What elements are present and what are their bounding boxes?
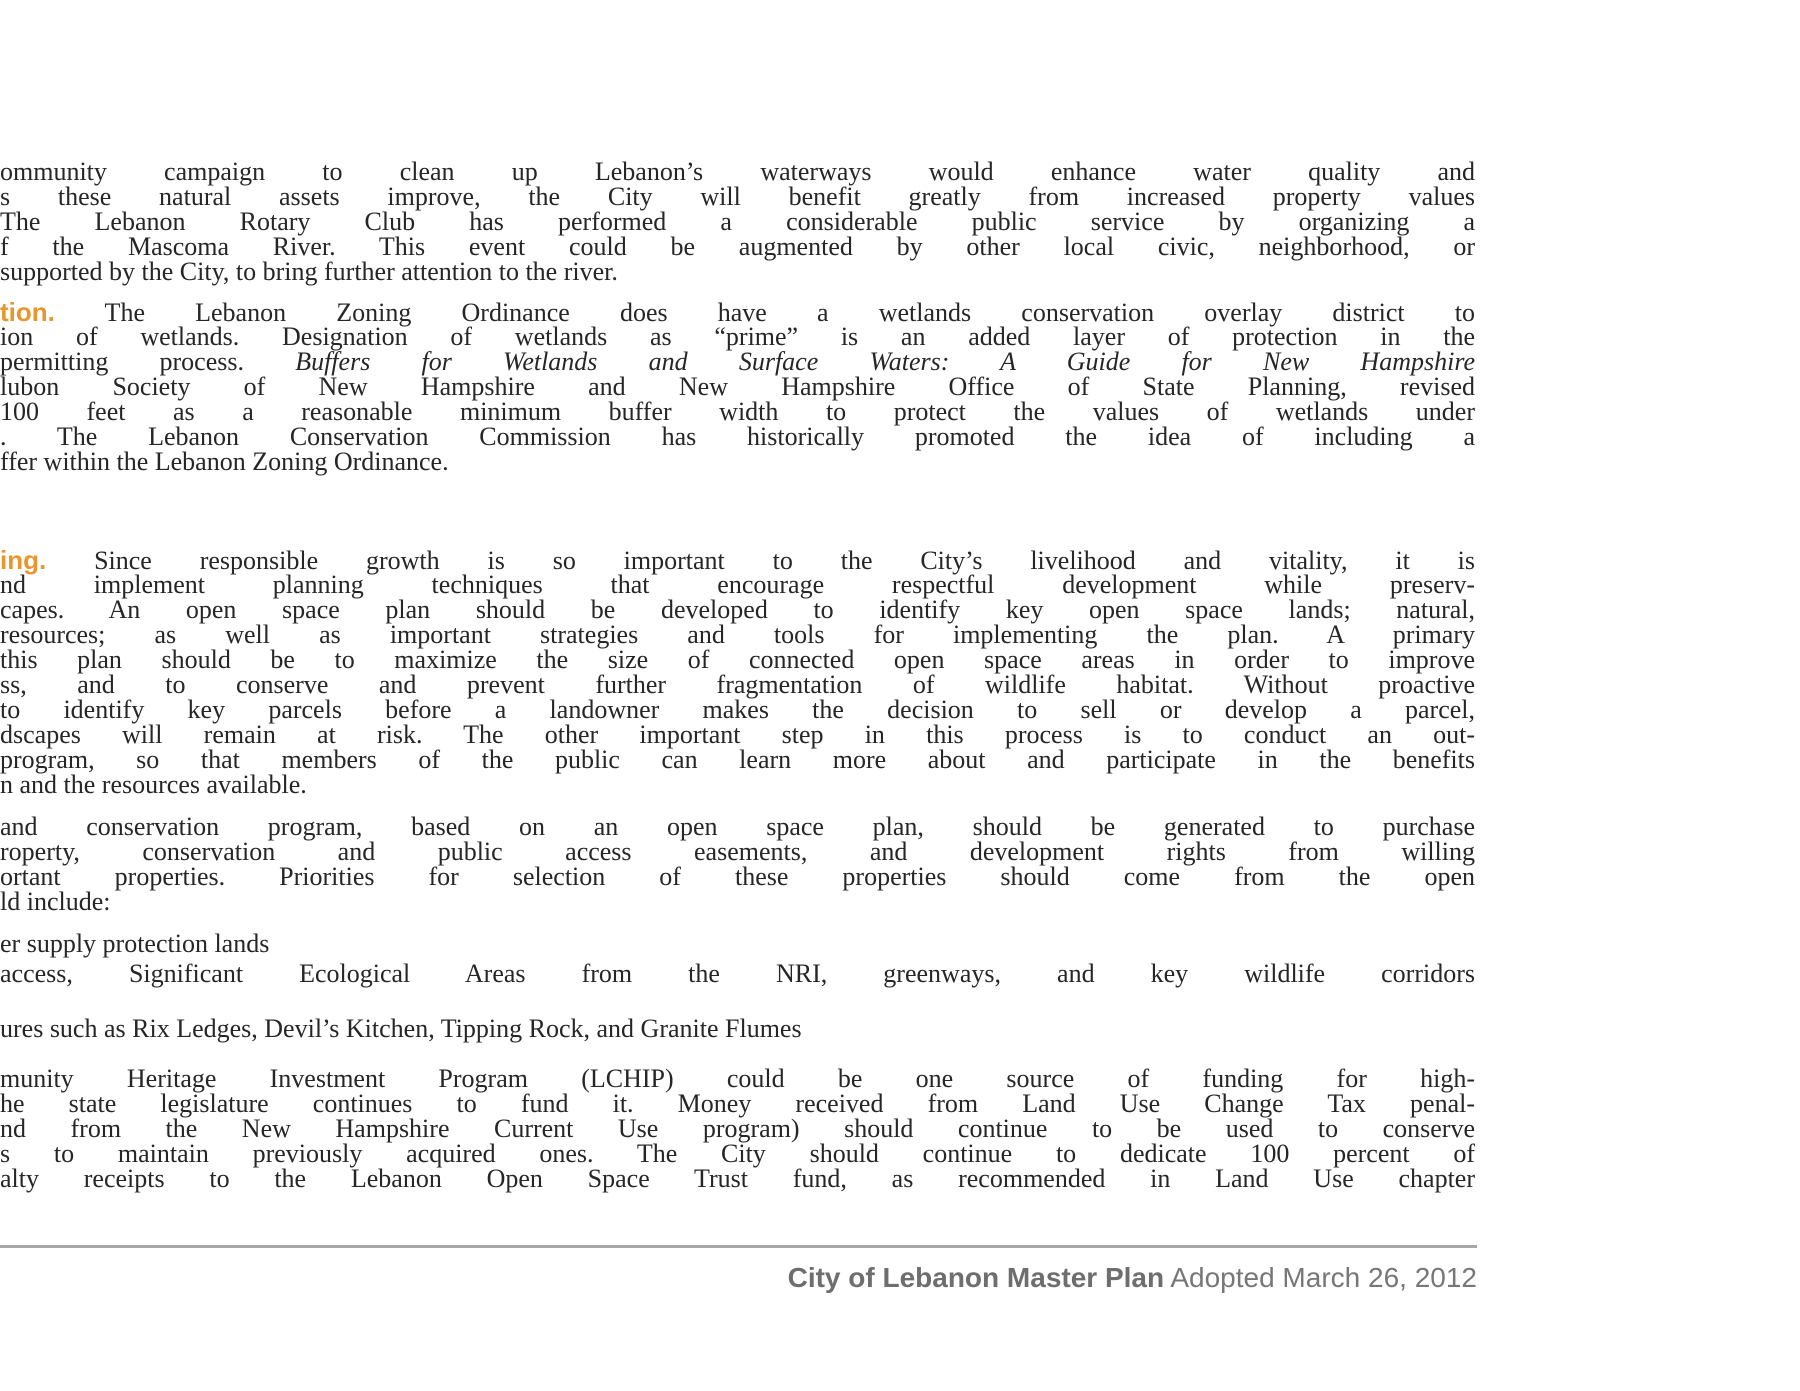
paragraph-3-line: program, so that members of the public can learn more about and participate in the benefits bbox=[0, 745, 1475, 774]
paragraph-4-line: ld include: bbox=[0, 887, 111, 916]
paragraph-2-line: 100 feet as a reasonable minimum buffer width to protect the values of wetlands under bbox=[0, 397, 1475, 426]
paragraph-3-lead-in: ing. bbox=[0, 545, 47, 575]
paragraph-3-line: this plan should be to maximize the size of connected open space areas in order to improve bbox=[0, 645, 1475, 674]
paragraph-3-line: resources; as well as important strategies and tools for implementing the plan. A primary bbox=[0, 620, 1475, 649]
paragraph-5-line: s to maintain previously acquired ones. The City should continue to dedicate 100 percent of bbox=[0, 1139, 1475, 1168]
footer-title: City of Lebanon Master Plan bbox=[787, 1262, 1165, 1293]
paragraph-5-line: he state legislature continues to fund it. Money received from Land Use Change Tax penal- bbox=[0, 1089, 1475, 1118]
paragraph-1-line: f the Mascoma River. This event could be augmented by other local civic, neighborhood, or bbox=[0, 232, 1475, 261]
list-item: er supply protection lands bbox=[0, 929, 270, 958]
paragraph-4-line: roperty, conservation and public access easements, and development rights from willing bbox=[0, 837, 1475, 866]
paragraph-5-line: munity Heritage Investment Program (LCHIP) could be one source of funding for high- bbox=[0, 1064, 1475, 1093]
paragraph-2-lead-in: tion. bbox=[0, 297, 55, 327]
paragraph-2-line: . The Lebanon Conservation Commission has historically promoted the idea of including a bbox=[0, 422, 1475, 451]
paragraph-3-line: n and the resources available. bbox=[0, 770, 307, 799]
paragraph-3-line: nd implement planning techniques that encourage respectful development while preserv- bbox=[0, 570, 1475, 599]
footer-adopted-date: Adopted March 26, 2012 bbox=[1164, 1262, 1477, 1293]
paragraph-2-line: tion. The Lebanon Zoning Ordinance does have a wetlands conservation overlay district to bbox=[0, 297, 1475, 327]
paragraph-3-line: ing. Since responsible growth is so important to the City’s livelihood and vitality, it is bbox=[0, 545, 1475, 575]
paragraph-2-line: permitting process. Buffers for Wetlands and Surface Waters: A Guide for New Hampshire bbox=[0, 347, 1475, 376]
paragraph-3-line: to identify key parcels before a landowner makes the decision to sell or develop a parcel, bbox=[0, 695, 1475, 724]
paragraph-1-line: s these natural assets improve, the City will benefit greatly from increased property values bbox=[0, 182, 1475, 211]
paragraph-5-line: nd from the New Hampshire Current Use program) should continue to be used to conserve bbox=[0, 1114, 1475, 1143]
paragraph-1-line: ommunity campaign to clean up Lebanon’s waterways would enhance water quality and bbox=[0, 157, 1475, 186]
paragraph-1-line: The Lebanon Rotary Club has performed a considerable public service by organizing a bbox=[0, 207, 1475, 236]
paragraph-4-line: ortant properties. Priorities for selection of these properties should come from the open bbox=[0, 862, 1475, 891]
paragraph-2-line: lubon Society of New Hampshire and New Hampshire Office of State Planning, revised bbox=[0, 372, 1475, 401]
paragraph-3-line: ss, and to conserve and prevent further fragmentation of wildlife habitat. Without proactive bbox=[0, 670, 1475, 699]
paragraph-3-line: dscapes will remain at risk. The other important step in this process is to conduct an out- bbox=[0, 720, 1475, 749]
paragraph-2-line: ffer within the Lebanon Zoning Ordinance. bbox=[0, 447, 449, 476]
paragraph-1-line: supported by the City, to bring further attention to the river. bbox=[0, 257, 618, 286]
paragraph-5-line: alty receipts to the Lebanon Open Space Trust fund, as recommended in Land Use chapter bbox=[0, 1164, 1475, 1193]
list-item: access, Significant Ecological Areas from the NRI, greenways, and key wildlife corridors bbox=[0, 959, 1475, 988]
paragraph-3-line: capes. An open space plan should be developed to identify key open space lands; natural, bbox=[0, 595, 1475, 624]
paragraph-4-line: and conservation program, based on an open space plan, should be generated to purchase bbox=[0, 812, 1475, 841]
list-item: ures such as Rix Ledges, Devil’s Kitchen, Tipping Rock, and Granite Flumes bbox=[0, 1014, 802, 1043]
guide-title-italic: Buffers for Wetlands and Surface Waters: A Guide for New Hampshire bbox=[295, 347, 1475, 376]
footer-divider bbox=[0, 1245, 1477, 1248]
page-footer bbox=[788, 1262, 1477, 1294]
paragraph-2-line: ion of wetlands. Designation of wetlands as “prime” is an added layer of protection in the bbox=[0, 322, 1475, 351]
